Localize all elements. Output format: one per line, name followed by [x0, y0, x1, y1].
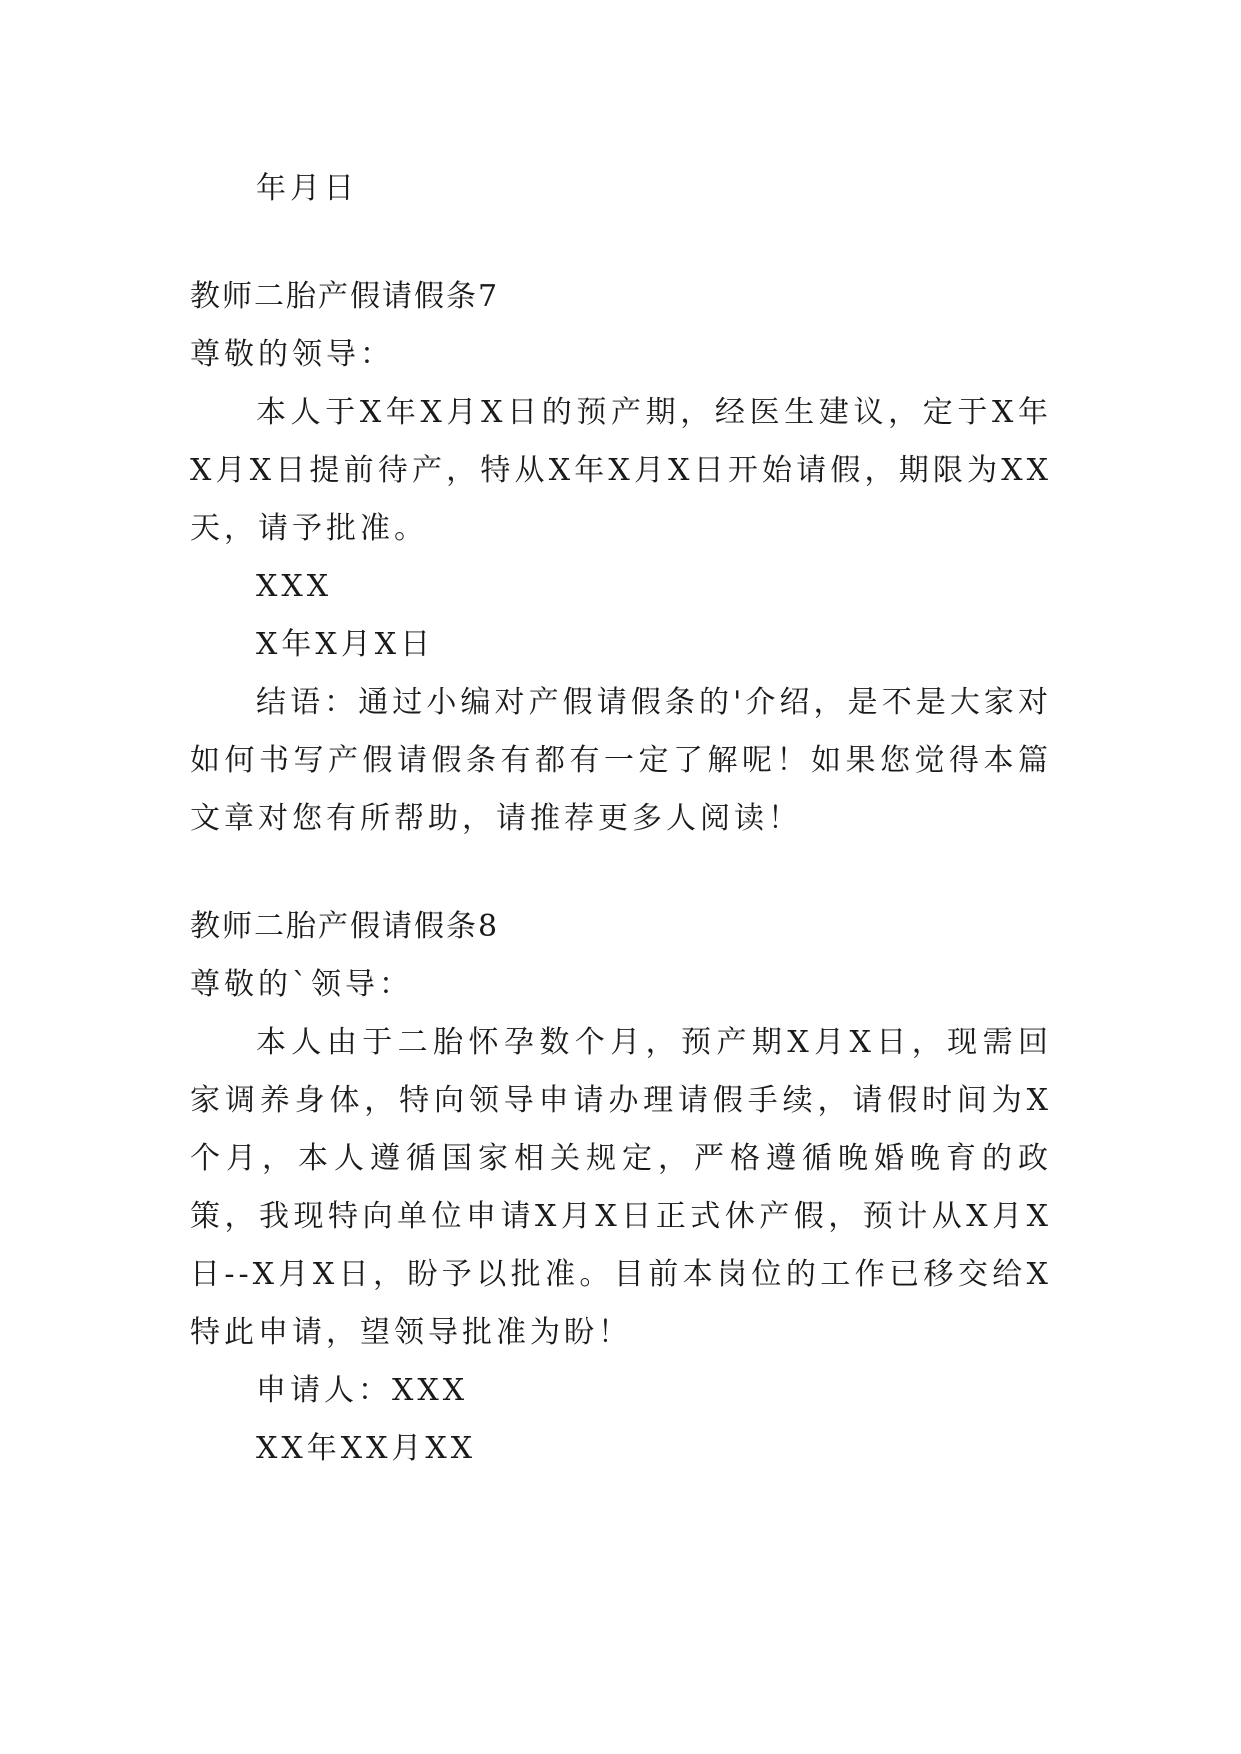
- letter-date-8: XX年XX月XX: [256, 1431, 477, 1466]
- letter-date-7: X年X月X日: [256, 627, 435, 662]
- letter-conclusion-7: 结语：通过小编对产假请假条的'介绍，是不是大家对如何书写产假请假条有都有一定了解呢！如果您觉得本篇文章对您有所帮助，请推荐更多人阅读！: [190, 685, 1052, 836]
- letter-body-7: 本人于X年X月X日的预产期，经医生建议，定于X年X月X日提前待产，特从X年X月X日开始请假，期限为XX天，请予批准。: [190, 395, 1052, 546]
- previous-letter-date: 年月日: [256, 171, 358, 206]
- letter-salutation-7: 尊敬的领导：: [190, 337, 394, 372]
- section-gap: [190, 218, 1052, 268]
- letter-body-8: 本人由于二胎怀孕数个月，预产期X月X日，现需回家调养身体，特向领导申请办理请假手续，请假时间为X个月，本人遵循国家相关规定，严格遵循晚婚晚育的政策，我现特向单位申请X月X日正式休产假，预计从X月X日--X月X日，盼予以批准。目前本岗位的工作已移交给X 特此申请，望领导批准为盼！: [190, 1025, 1120, 1350]
- letter-applicant-8: 申请人：XXX: [256, 1373, 469, 1408]
- letter-signature-7: XXX: [256, 569, 333, 604]
- letter-section-8: [190, 898, 1120, 1478]
- section-gap: [190, 848, 1052, 898]
- document-content: [190, 160, 1120, 1478]
- letter-section-7: [190, 268, 1052, 848]
- letter-salutation-8: 尊敬的`领导：: [190, 967, 413, 1002]
- letter-title-8: 教师二胎产假请假条8: [190, 909, 500, 944]
- letter-title-7: 教师二胎产假请假条7: [190, 279, 500, 314]
